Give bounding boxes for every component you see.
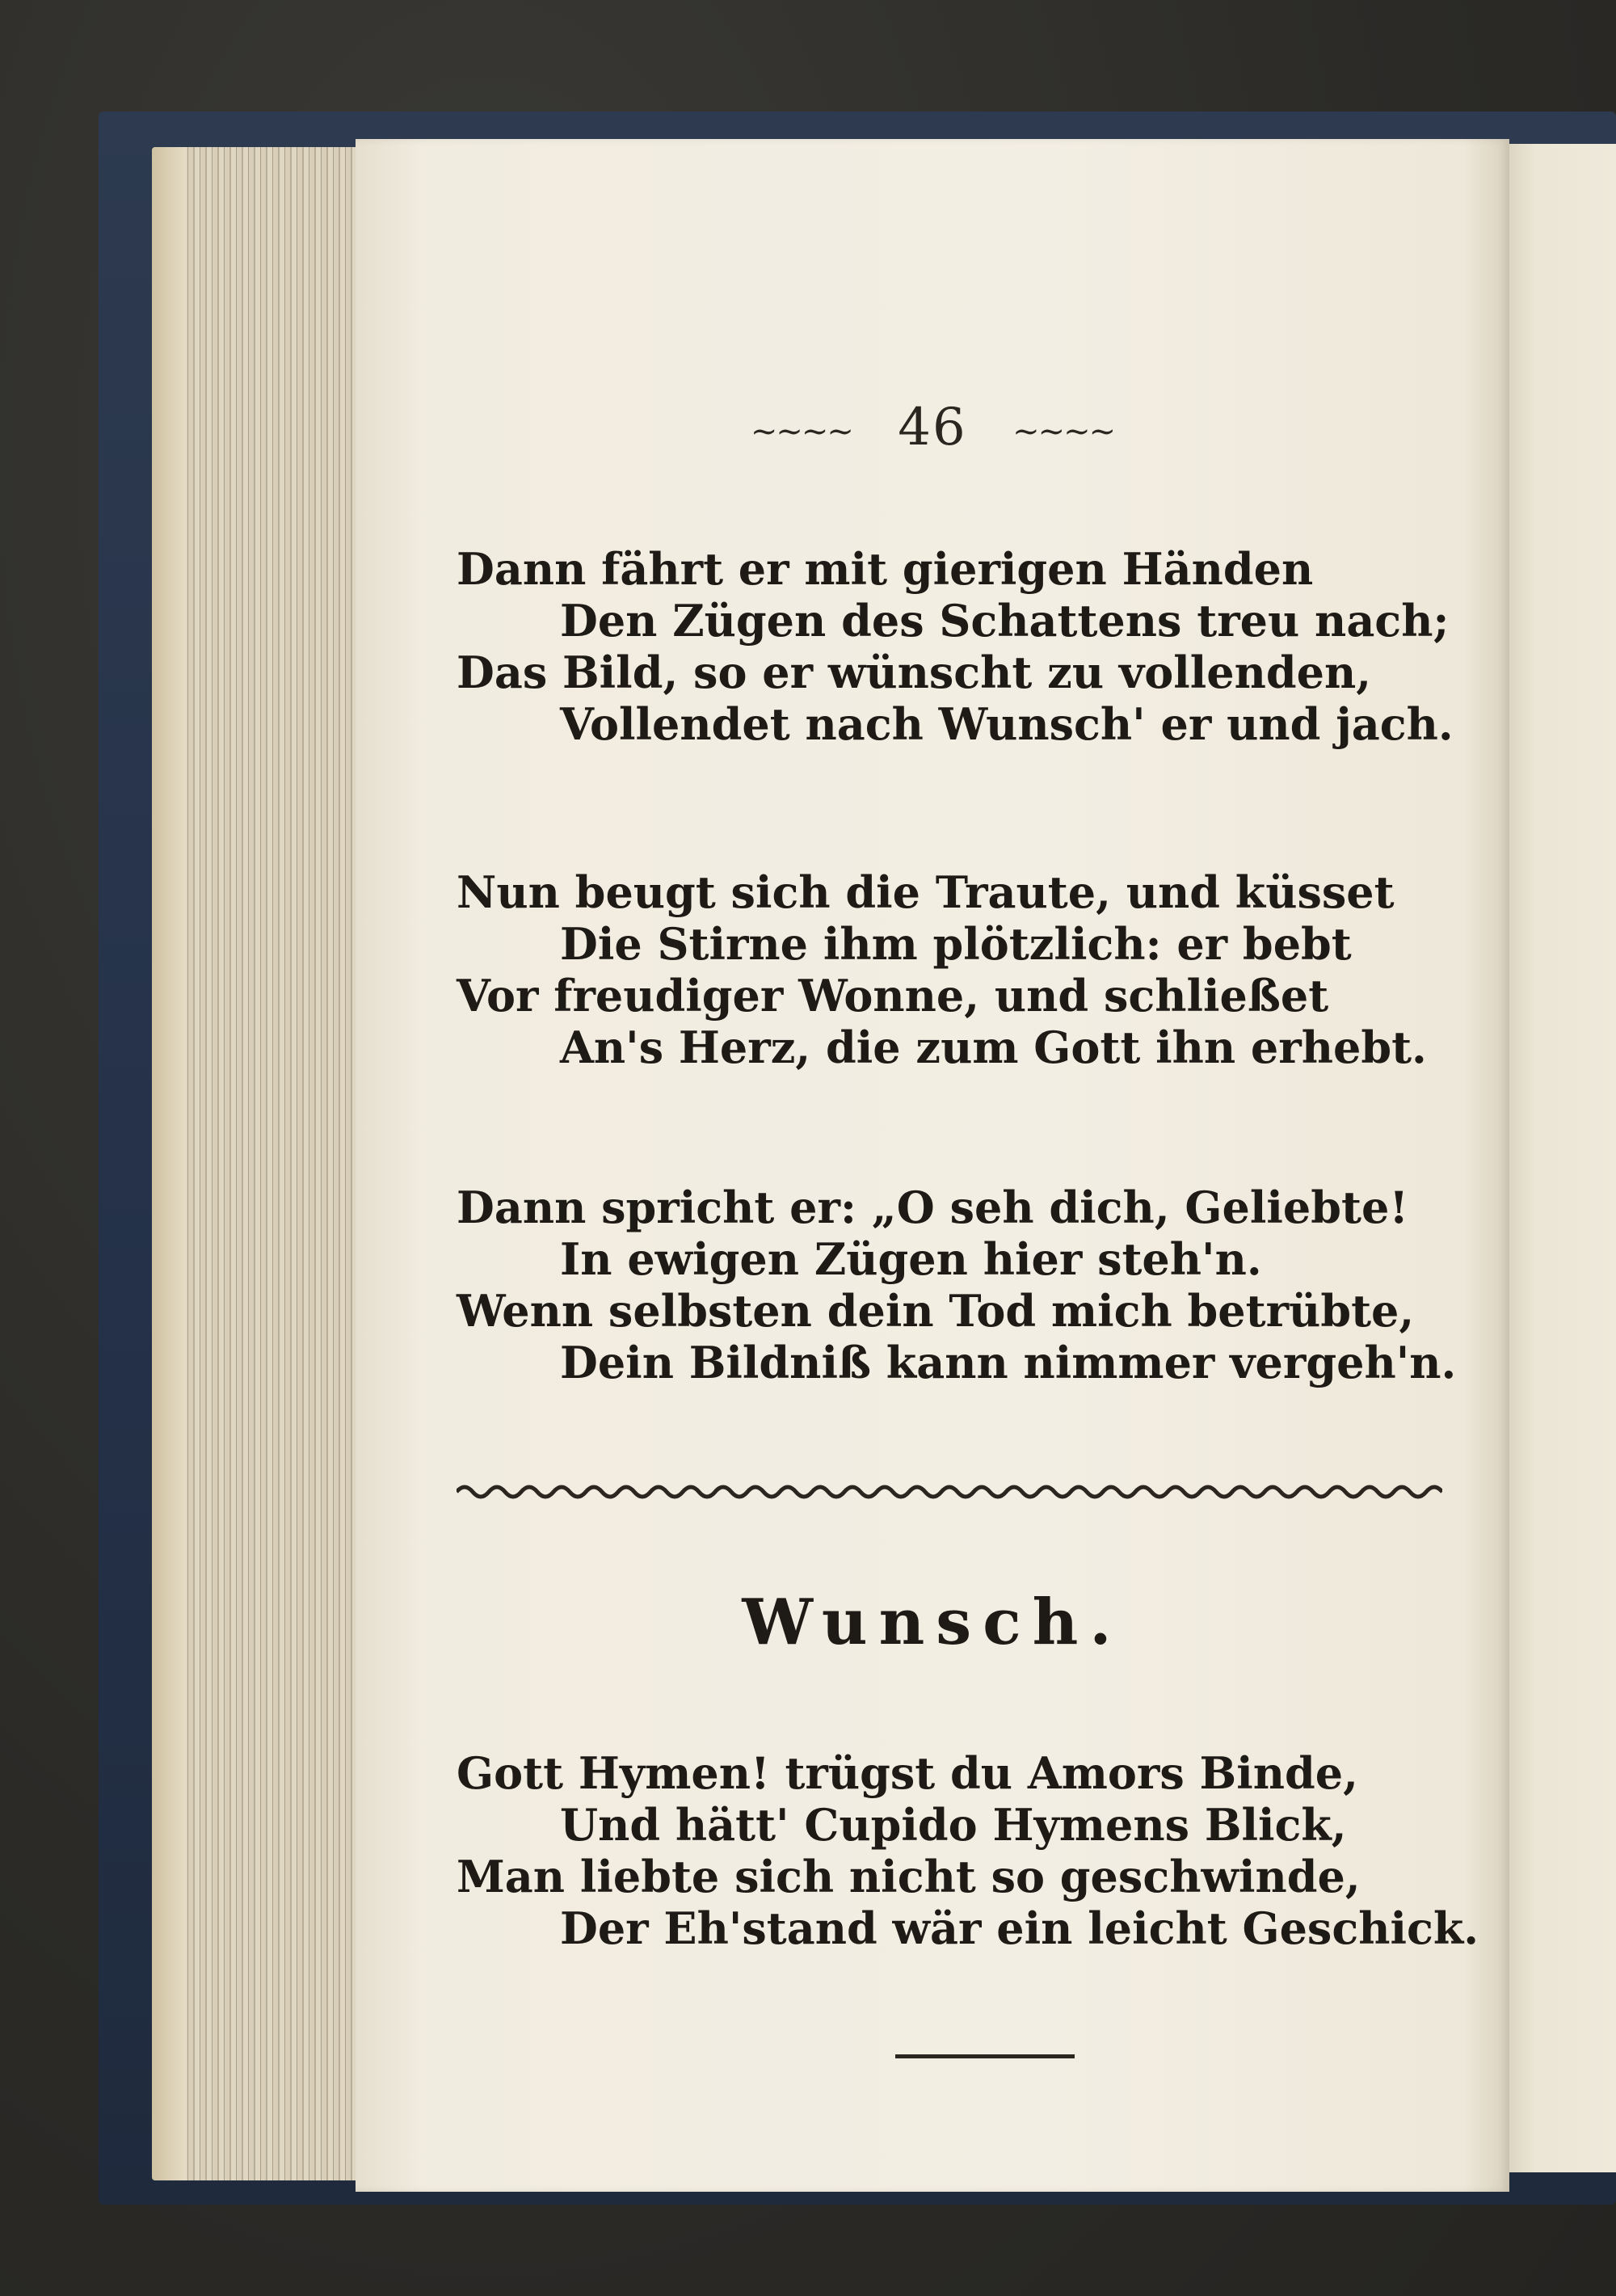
- verse-line: Vollendet nach Wunsch' er und jach.: [560, 698, 1454, 750]
- verse-line: Und hätt' Cupido Hymens Blick,: [560, 1799, 1347, 1851]
- book-fore-edge: [152, 147, 186, 2180]
- header-ornament-left: ~~~~: [750, 412, 852, 450]
- verse-line: An's Herz, die zum Gott ihn erhebt.: [560, 1022, 1427, 1073]
- verse-line: Das Bild, so er wünscht zu vollenden,: [457, 647, 1372, 698]
- stanza-1: [457, 543, 1458, 750]
- book-page: [356, 139, 1509, 2192]
- end-rule: [895, 2054, 1075, 2058]
- verse-line: Wenn selbsten dein Tod mich betrübte,: [457, 1285, 1415, 1337]
- poem-title: Wunsch.: [742, 1586, 1123, 1659]
- verse-line: Die Stirne ihm plötzlich: er bebt: [560, 918, 1352, 970]
- page-number: 46: [898, 398, 967, 457]
- header-ornament-right: ~~~~: [1012, 412, 1115, 450]
- verse-line: Vor freudiger Wonne, und schließet: [457, 970, 1329, 1022]
- ornamental-divider: [457, 1481, 1442, 1503]
- stanza-2: [457, 866, 1458, 1073]
- verse-line: Nun beugt sich die Traute, und küsset: [457, 866, 1395, 918]
- facing-page-edge: [1501, 144, 1616, 2172]
- divider-wave: [457, 1487, 1442, 1497]
- verse-line: Der Eh'stand wär ein leicht Geschick.: [560, 1902, 1479, 1954]
- stanza-3: [457, 1182, 1458, 1388]
- verse-line: Gott Hymen! trügst du Amors Binde,: [457, 1747, 1358, 1799]
- verse-line: Dann spricht er: „O seh dich, Geliebte!: [457, 1182, 1409, 1233]
- stanza-wunsch: [457, 1747, 1479, 1954]
- verse-line: Man liebte sich nicht so geschwinde,: [457, 1851, 1361, 1902]
- verse-line: Dann fährt er mit gierigen Händen: [457, 543, 1314, 595]
- verse-line: Den Zügen des Schattens treu nach;: [560, 595, 1450, 647]
- verse-line: Dein Bildniß kann nimmer vergeh'n.: [560, 1337, 1457, 1388]
- page-header: [356, 398, 1509, 457]
- verse-line: In ewigen Zügen hier steh'n.: [560, 1233, 1262, 1285]
